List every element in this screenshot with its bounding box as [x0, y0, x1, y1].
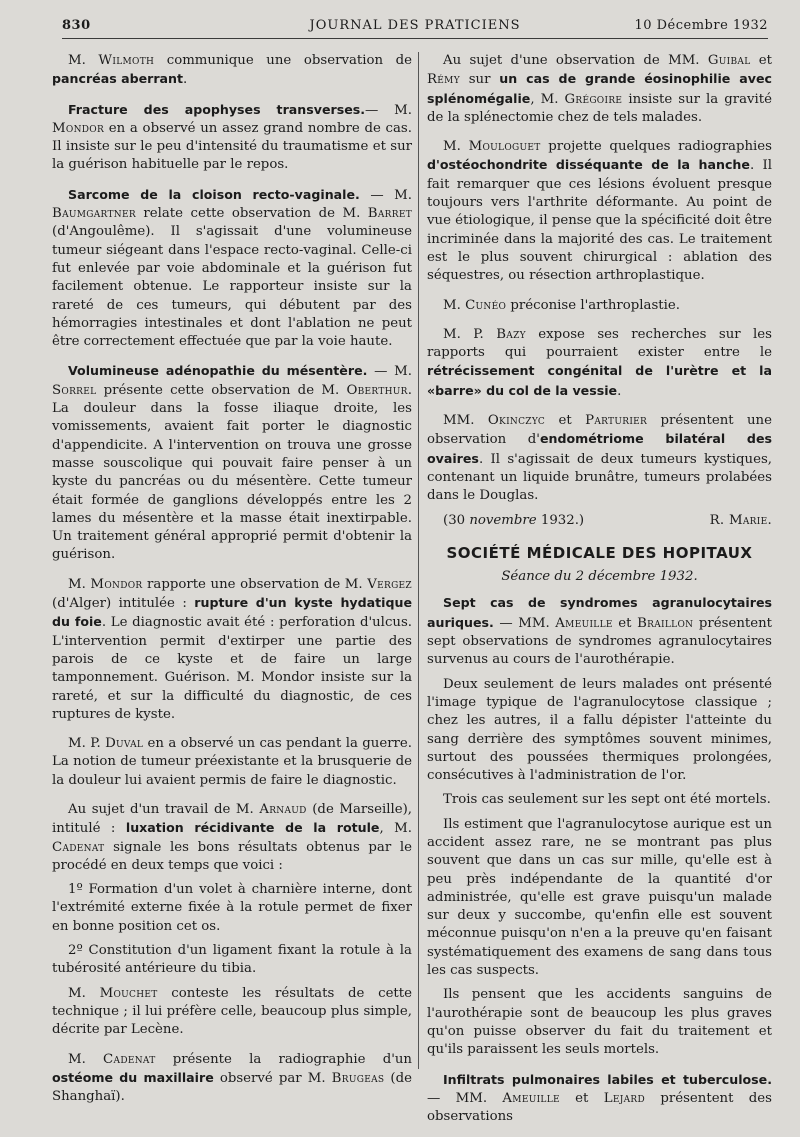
paragraph: Deux seulement de leurs malades ont présenté l'image typique de l'agranulocytose classique ; chez les autres, il a fallu dépister l'atteinte du sang derrière des symptômes souvent minimes, surtout des poussées thermiques prolongées, consécutives à l'administration de l'or.	[427, 676, 772, 784]
paragraph: M. P. Bazy expose ses recherches sur les rapports qui pourraient exister entre le rétrécissement congénital de l'urètre et la «barre» du col de la vessie.	[427, 326, 772, 399]
paragraph: M. Cadenat présente la radiographie d'un ostéome du maxillaire observé par M. Brugeas (de Shanghaï).	[52, 1051, 412, 1105]
paragraph: M. Mouchet conteste les résultats de cette technique ; il lui préfère celle, beaucoup plus simple, décrite par Lecène.	[52, 985, 412, 1038]
report-signature	[427, 512, 772, 530]
paragraph: Ils pensent que les accidents sanguins de l'aurothérapie sont de beaucoup les plus graves qu'on puisse observer du fait du traitement et qu'ils paraissent les seuls mortels.	[427, 987, 772, 1058]
paragraph: 1º Formation d'un volet à charnière interne, dont l'extrémité externe fixée à la rotule permet de fixer en bonne position cet os.	[52, 882, 412, 934]
paragraph: M. P. Duval en a observé un cas pendant la guerre. La notion de tumeur préexistante et la brusquerie de la douleur lui avaient permis de faire le diagnostic.	[52, 736, 412, 788]
session-date: Séance du 2 décembre 1932.	[501, 569, 698, 585]
journal-title: JOURNAL DES PRATICIENS	[309, 18, 521, 33]
paragraph: M. Wilmoth communique une observation de pancréas aberrant.	[52, 53, 412, 88]
right-column	[427, 52, 772, 1137]
paragraph: Sept cas de syndromes agranulocytaires auriques. — MM. Ameuille et Braillon présentent sept observations de syndromes agranulocytaires survenus au cours de l'aurothérapie.	[427, 595, 772, 668]
paragraph: Volumineuse adénopathie du mésentère. — M. Sorrel présente cette observation de M. Oberthur. La douleur dans la fosse iliaque droite, les vomissements, avaient fait porter le diagnostic d'appendicite. A l'intervention on trouva une grosse masse souscolique qui pouvait faire penser à un kyste du pancréas ou du mésentère. Cette tumeur était formée de ganglions développés entre les 2 lames du mésentère et la masse était inextirpable. Un traitement général approprié permit d'obtenir la guérison.	[52, 363, 412, 563]
paragraph: MM. Okinczyc et Parturier présentent une observation d'endométriome bilatéral des ovaires. Il s'agissait de deux tumeurs kystiques, contenant un liquide brunâtre, tumeurs prolabées dans le Douglas.	[427, 413, 772, 504]
issue-date: 10 Décembre 1932	[634, 18, 768, 33]
report-date: (30 novembre 1932.)	[443, 512, 585, 528]
paragraph: M. Mouloguet projette quelques radiographies d'ostéochondrite disséquante de la hanche. Il fait remarquer que ces lésions évoluent presque toujours vers l'arthrite déformante. Au point de vue étiologique, il pense que la spécificité doit être incriminée dans la majorité des cas. Le traitement est le plus souvent chirurgical : ablation des séquestres, ou résection arthroplastique.	[427, 139, 772, 284]
paragraph: Au sujet d'une observation de MM. Guibal et Rémy sur un cas de grande éosinophilie avec splénomégalie, M. Grégoire insiste sur la gravité de la splénectomie chez de tels malades.	[427, 53, 772, 125]
page-number: 830	[62, 18, 91, 33]
left-column	[52, 52, 412, 1117]
paragraph: Au sujet d'un travail de M. Arnaud (de Marseille), intitulé : luxation récidivante de la rotule, M. Cadenat signale les bons résultats obtenus par le procédé en deux temps que voici :	[52, 801, 413, 873]
section-title: SOCIÉTÉ MÉDICALE DES HOPITAUX	[446, 543, 753, 562]
column-divider	[418, 52, 419, 1069]
paragraph: Sarcome de la cloison recto-vaginale. — M. Baumgartner relate cette observation de M. Barret (d'Angoulême). Il s'agissait d'une volumineuse tumeur siégeant dans l'espace recto-vaginal. Celle-ci fut enlevée par voie abdominale et la guérison fut facilement obtenue. Le rapporteur insiste sur la rareté de ces tumeurs, qui débutent par des hémorragies intestinales et dont l'ablation ne peut être correctement effectuée que par la voie haute.	[52, 186, 412, 350]
report-author: R. Marie.	[709, 512, 772, 528]
paragraph: Fracture des apophyses transverses.— M. Mondor en a observé un assez grand nombre de cas. Il insiste sur le peu d'intensité du traumatisme et sur la guérison habituelle par le repos.	[52, 101, 412, 173]
paragraph: Infiltrats pulmonaires labiles et tuberculose. — MM. Ameuille et Lejard présentent des observations	[427, 1071, 772, 1125]
paragraph: Trois cas seulement sur les sept ont été mortels.	[443, 792, 771, 808]
paragraph: M. Cunéo préconise l'arthroplastie.	[443, 297, 680, 313]
paragraph: M. Mondor rapporte une observation de M. Vergez (d'Alger) intitulée : rupture d'un kyste hydatique du foie. Le diagnostic avait été : perforation d'ulcus. L'intervention permit d'extirper une partie des parois de ce kyste et de faire un large tamponnement. Guérison. M. Mondor insiste sur la rareté, et sur la difficulté du diagnostic, de ces ruptures de kyste.	[52, 576, 413, 722]
paragraph: 2º Constitution d'un ligament fixant la rotule à la tubérosité antérieure du tibia.	[52, 943, 412, 977]
running-header	[62, 16, 768, 39]
paragraph: Ils estiment que l'agranulocytose aurique est un accident assez rare, ne se montrant pas plus souvent que dans un cas sur mille, qu'elle est à peu près indépendante de la quantité d'or administrée, qu'elle est grave puisqu'un malade sur deux y succombe, qu'enfin elle est souvent méconnue puisqu'on n'en a la preuve qu'en faisant systématiquement des examens de sang dans tous les cas suspects.	[427, 816, 772, 979]
